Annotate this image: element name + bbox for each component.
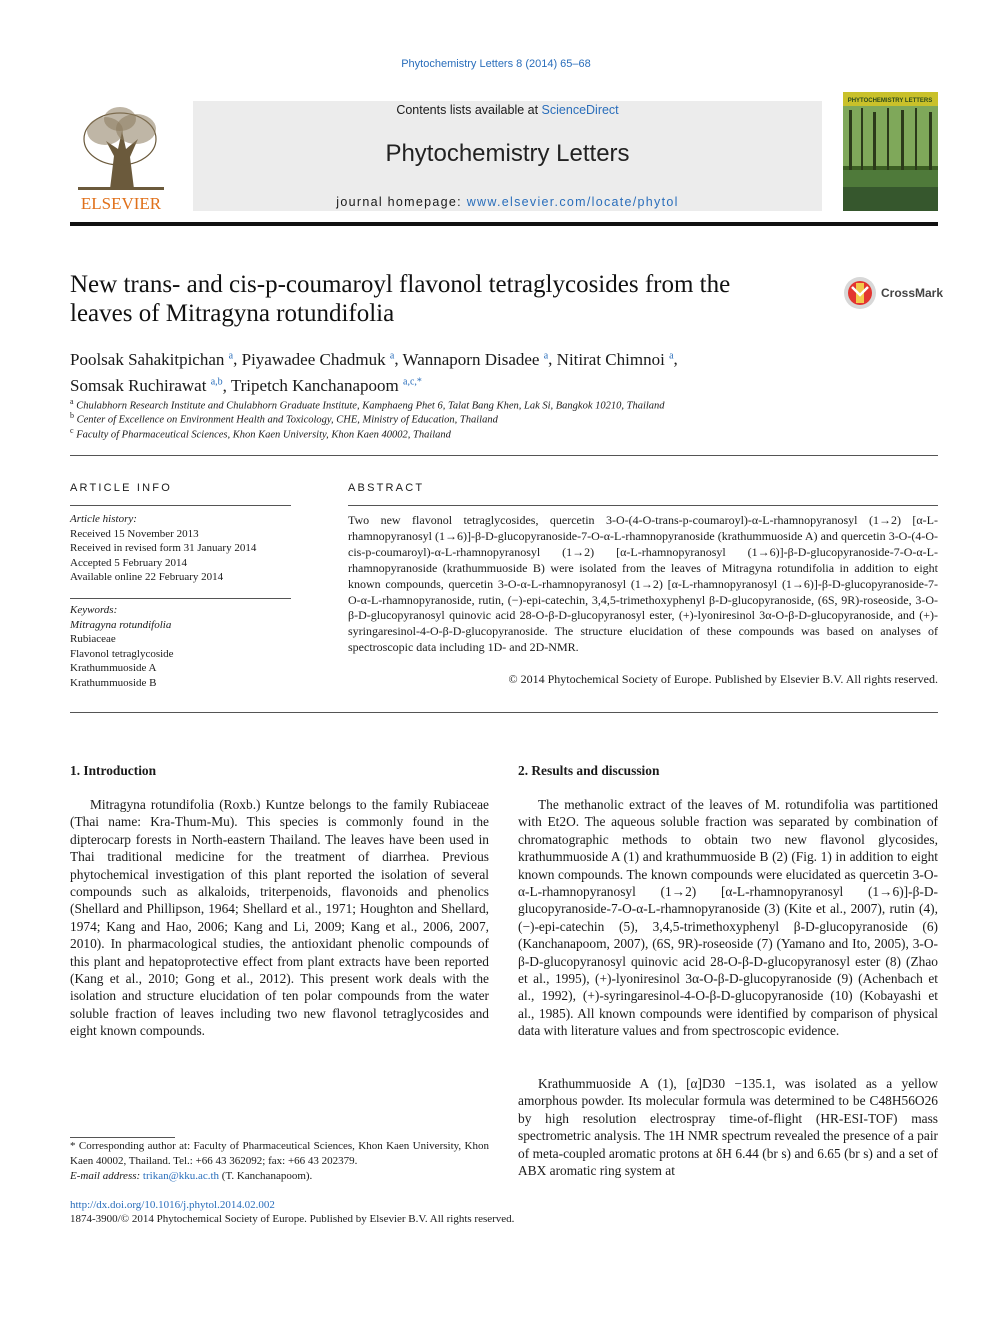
author[interactable]: Wannaporn Disadee $^a$ [402,349,549,369]
contents-line: Contents lists available at ScienceDirect [396,103,619,117]
header-rule [70,222,938,226]
elsevier-logo [70,101,172,213]
divider [70,712,938,713]
affiliation: $^b$ Center of Excellence on Environment Health and Toxicology, CHE, Ministry of Education, Thailand [70,411,498,426]
author[interactable]: Poolsak Sahakitpichan $^a$ [70,349,234,369]
doi-link[interactable]: http://dx.doi.org/10.1016/j.phytol.2014.02.002 [70,1199,275,1211]
author[interactable]: Tripetch Kanchanapoom $^{a,c,*}$ [230,376,422,396]
article-info-heading: ARTICLE INFO [70,482,172,494]
author[interactable]: Piyawadee Chadmuk $^a$ [241,349,395,369]
article-title: New trans- and cis-p-coumaroyl flavonol tetraglycosides from the leaves of Mitragyna rotundifolia [70,271,731,327]
abstract-text: Two new flavonol tetraglycosides, quercetin 3-O-(4-O-trans-p-coumaroyl)-α-L-rhamnopyranosyl (1→2) [α-L-rhamnopyranosyl (1→6)]-β-D-glucopyranoside-7-O-α-L-rhamnopyranoside (krathummuoside A) and quercetin 3-O-(4-O-cis-p-coumaroyl)-α-L-rhamnopyranosyl (1→2) [α-L-rhamnopyranosyl (1→6)]-β-D-glucopyranoside-7-O-α-L-rhamnopyranoside (krathummuoside B) were isolated from the leaves of Mitragyna rotundifolia in addition to eight known compounds, quercetin 3-O-α-L-rhamnopyranosyl (1→2) [α-L-rhamnopyranosyl (1→6)]-β-D-glucopyranoside-7-O-α-L-rhamnopyranoside, rutin, (−)-epi-catechin, 3,4,5-trimethoxyphenyl β-D-glucopyranoside, (6S, 9R)-roseoside, 3-O-β-D-glucopyranosyl quinovic acid 28-O-β-D-glucopyranosyl ester, (+)-lyoniresinol 3α-O-β-D-glucopyranoside, and (+)-syringaresinol-4-O-β-D-glucopyranoside. The structure elucidation of these compounds was based on analyses of spectroscopic data including 1D- and 2D-NMR. [348,513,938,655]
affiliation: $^a$ Chulabhorn Research Institute and Chulabhorn Graduate Institute, Kamphaeng Phet 6, Talat Bang Khen, Lak Si, Bangkok 10210, Thailand [70,397,665,412]
divider [348,505,938,506]
journal-homepage: journal homepage: www.elsevier.com/locate/phytol [336,195,679,209]
journal-title: Phytochemistry Letters [385,140,630,167]
crossmark-badge[interactable]: CrossMark [843,276,943,312]
email-link[interactable]: trikan@kku.ac.th [142,1170,220,1182]
author[interactable]: Somsak Ruchirawat $^{a,b}$ [70,376,223,396]
section-heading: 2. Results and discussion [518,763,660,778]
abstract-copyright: © 2014 Phytochemical Society of Europe. Published by Elsevier B.V. All rights reserved. [508,672,938,686]
article-history: Article history: Received 15 November 2013 Received in revised form 31 January 2014 Accepted 5 February 2014 Available online 22 February 2014 [70,513,257,583]
divider [70,455,938,456]
divider [70,505,291,506]
intro-paragraph: Mitragyna rotundifolia (Roxb.) Kuntze belongs to the family Rubiaceae (Thai name: Kra-Thum-Mu). This species is commonly found in the dipterocarp forests in North-eastern Thailand. The leaves have been used in Thai traditional medicine for the treatment of diarrhea. Previous phytochemical investigation of this plant reported the isolation of several compounds such as alkaloids, triterpenoids, flavonoids and phenolics (Shellard and Phillipson, 1964; Shellard et al., 1971; Houghton and Shellard, 1974; Kang and Hao, 2006; Kang and Li, 2009; Kang et al., 2006, 2007, 2010). In pharmacological studies, the antioxidant phenolic compounds of this plant and hepatoprotective effect from plant extracts have been reported (Kang et al., 2010; Gong et al., 2012). This present work deals with the isolation and structure elucidation of ten polar compounds from the water soluble fraction of leaves including two new flavonol tetraglycosides and eight known compounds. [70,797,489,1039]
sciencedirect-link[interactable]: ScienceDirect [541,103,619,117]
svg-text:PHYTOCHEMISTRY LETTERS: PHYTOCHEMISTRY LETTERS [847,98,933,104]
author[interactable]: Nitirat Chimnoi $^a$ [556,349,674,369]
corresponding-author: * Corresponding author at: Faculty of Pharmaceutical Sciences, Khon Kaen University, Khon Kaen 40002, Thailand. Tel.: +66 43 362092; fax: +66 43 202379. E-mail address: trikan@kku.ac.th (T. Kanchanapoom). [70,1140,489,1182]
svg-text:ELSEVIER: ELSEVIER [80,194,162,213]
results-paragraph: The methanolic extract of the leaves of M. rotundifolia was partitioned with Et2O. The aqueous soluble fraction was separated by combination of chromatographic methods to obtain two new flavonol glycosides, krathummuoside A (1) and krathummuoside B (2) (Fig. 1) in addition to eight known compounds. The known compounds were elucidated as quercetin 3-O-α-L-rhamnopyranosyl (1→2) [α-L-rhamnopyranosyl (1→6)]-β-D-glucopyranoside-7-O-α-L-rhamnopyranoside (3) (Kite et al., 2007), rutin (4), (−)-epi-catechin (5), 3,4,5-trimethoxyphenyl β-D-glucopyranoside (6) (Kanchanapoom, 2007), (6S, 9R)-roseoside (7) (Yamano and Ito, 2005), 3-O-β-D-glucopyranosyl quinovic acid 28-O-β-D-glucopyranosyl ester (8) (Zhao et al., 1995), (+)-lyoniresinol 3α-O-β-D-glucopyranoside (9) (Achenbach et al., 1992), (+)-syringaresinol-4-O-β-D-glucopyranoside (10) (Kobayashi et al., 1985). All known compounds were identified by comparison of physical data with literature values and from spectroscopic evidence. [518,797,938,1039]
section-heading: 1. Introduction [70,763,157,778]
homepage-link[interactable]: www.elsevier.com/locate/phytol [466,195,679,209]
divider [70,598,291,599]
keywords: Keywords: Mitragyna rotundifolia Rubiaceae Flavonol tetraglycoside Krathummuoside A Krathummuoside B [70,604,174,689]
footnote-rule [70,1137,175,1138]
results-paragraph: Krathummuoside A (1), [α]D30 −135.1, was isolated as a yellow amorphous powder. Its molecular formula was determined to be C48H56O26 by high resolution electrospray time-of-flight (HR-ESI-TOF) mass spectrometric analysis. The 1H NMR spectrum revealed the presence of a pair of meta-coupled aromatic protons at δH 6.44 (br s) and 6.65 (br s) and a set of ABX aromatic ring system at [518,1076,938,1179]
issn-line: 1874-3900/© 2014 Phytochemical Society of Europe. Published by Elsevier B.V. All rights reserved. [70,1213,515,1225]
journal-reference[interactable]: Phytochemistry Letters 8 (2014) 65–68 [401,58,591,70]
crossmark-icon [843,276,877,310]
abstract-heading: ABSTRACT [348,482,425,494]
journal-cover [843,92,938,211]
affiliation: $^c$ Faculty of Pharmaceutical Sciences, Khon Kaen University, Khon Kaen 40002, Thailand [70,426,451,441]
author-list: Poolsak Sahakitpichan $^a$, Piyawadee Chadmuk $^a$, Wannaporn Disadee $^a$, Nitirat Chimnoi $^a$, Somsak Ruchirawat $^{a,b}$, Tripetch Kanchanapoom $^{a,c,*}$ [70,349,678,396]
